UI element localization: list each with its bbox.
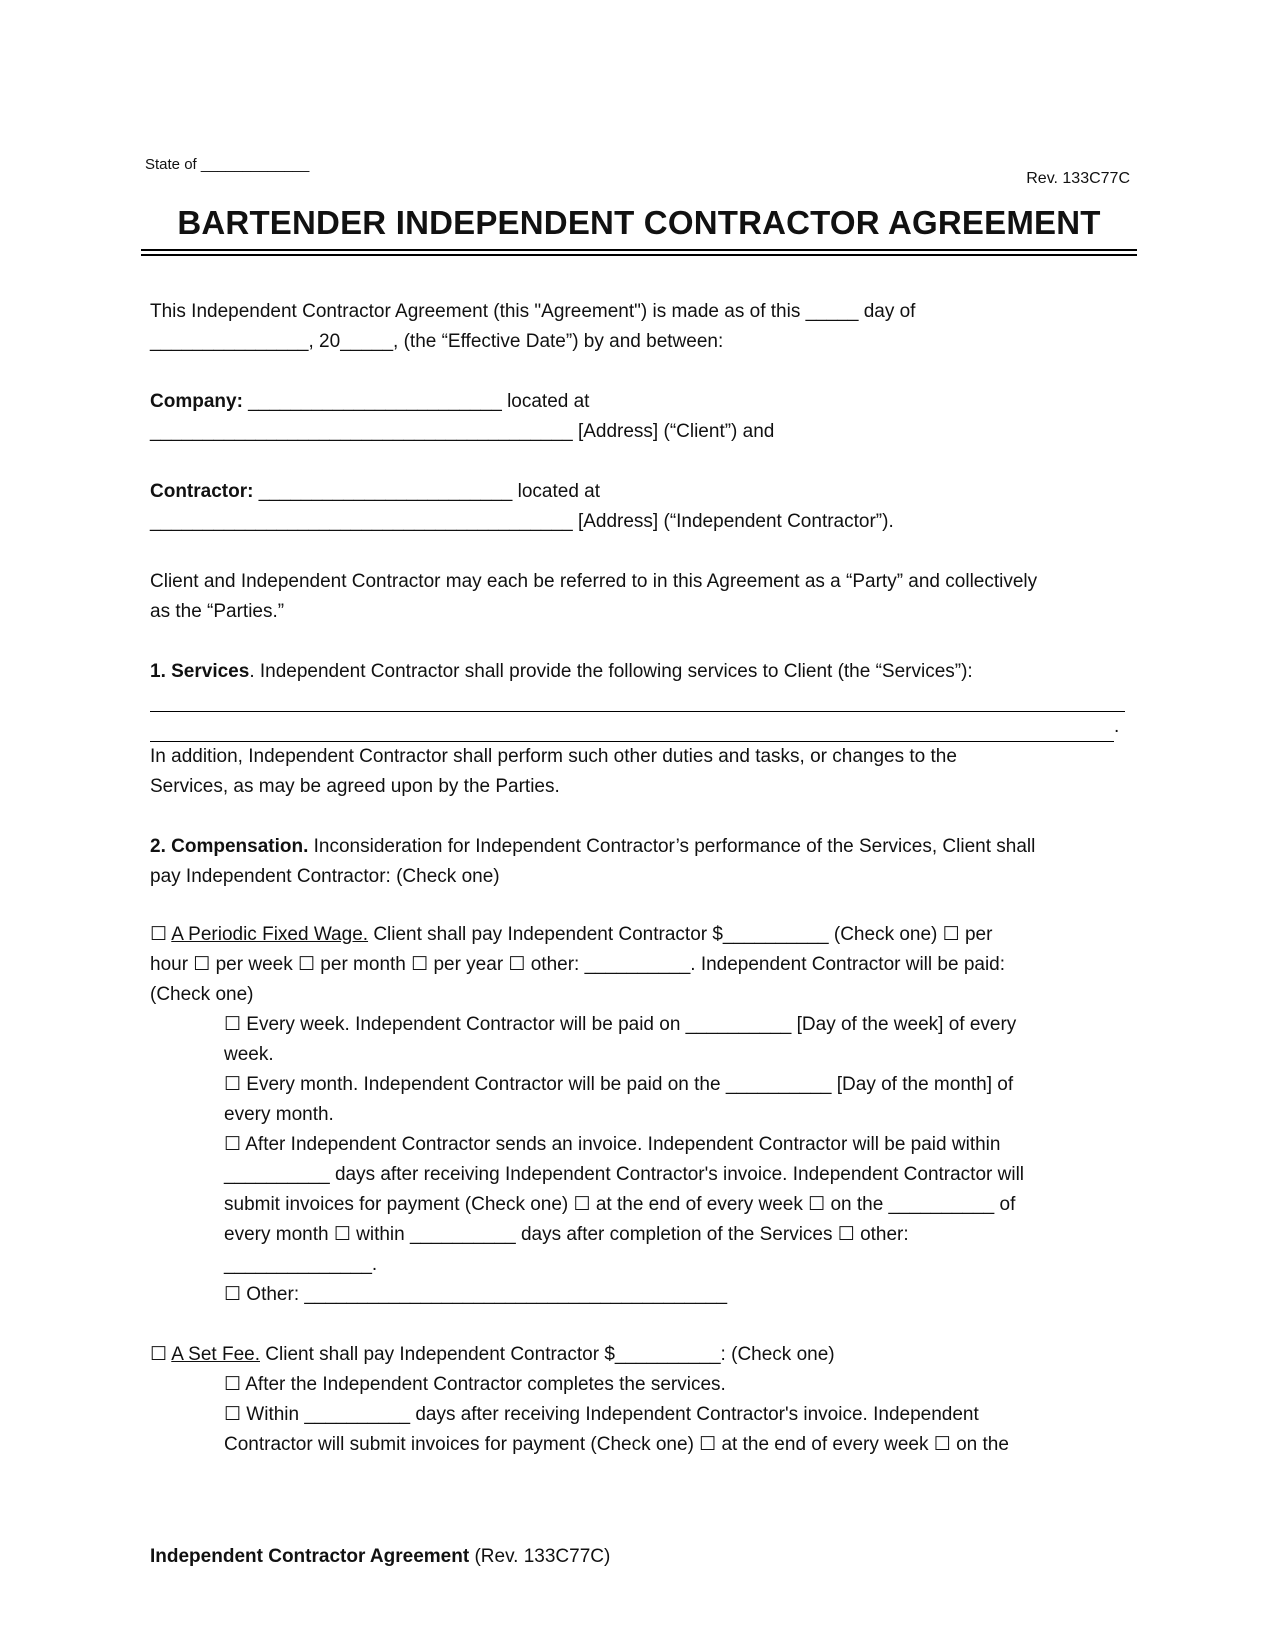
invoice-option[interactable]: ☐ After Independent Contractor sends an invoice. Independent Contractor will be paid within bbox=[224, 1134, 1001, 1155]
set-fee-line-1 bbox=[150, 1340, 1125, 1370]
services-blank-line-1 bbox=[150, 687, 1125, 712]
services-blank-line-2 bbox=[150, 717, 1114, 742]
periodic-wage-line-2: hour ☐ per week ☐ per month ☐ per year ☐ other: __________. Independent Contractor will be paid: bbox=[150, 954, 1006, 975]
every-month-option-cont: every month. bbox=[224, 1104, 334, 1125]
company-address-line: ________________________________________ [Address] (“Client”) and bbox=[150, 421, 775, 442]
title-rule-bottom bbox=[141, 254, 1137, 256]
agreement-body bbox=[150, 297, 1125, 1460]
company-name-blank: ________________________ located at bbox=[242, 391, 590, 412]
set-fee-options bbox=[150, 1370, 1125, 1460]
every-week-option[interactable]: ☐ Every week. Independent Contractor will be paid on __________ [Day of the week] of every bbox=[224, 1014, 1017, 1035]
compensation-text: Inconsideration for Independent Contractor’s performance of the Services, Client shall bbox=[308, 836, 1036, 857]
contractor-label: Contractor: bbox=[150, 481, 254, 502]
parties-line-2: as the “Parties.” bbox=[150, 601, 285, 622]
company-line-1 bbox=[150, 387, 1125, 417]
compensation-line-1 bbox=[150, 832, 1125, 862]
after-completion-option[interactable]: ☐ After the Independent Contractor completes the services. bbox=[224, 1374, 726, 1395]
periodic-wage-text: Client shall pay Independent Contractor $__________ (Check one) ☐ per bbox=[368, 924, 993, 945]
set-fee-label: A Set Fee. bbox=[171, 1344, 260, 1365]
services-heading-line bbox=[150, 657, 1125, 687]
set-fee-checkbox[interactable]: ☐ bbox=[150, 1344, 172, 1365]
every-month-option[interactable]: ☐ Every month. Independent Contractor will be paid on the __________ [Day of the month] of bbox=[224, 1074, 1014, 1095]
contractor-address-line: ________________________________________ [Address] (“Independent Contractor”). bbox=[150, 511, 894, 532]
title-rule-top bbox=[141, 249, 1137, 251]
footer-revision: (Rev. 133C77C) bbox=[469, 1546, 611, 1567]
periodic-options bbox=[150, 1010, 1125, 1310]
periodic-wage-label: A Periodic Fixed Wage. bbox=[171, 924, 369, 945]
state-of-field: State of _____________ bbox=[145, 156, 310, 173]
contractor-name-blank: ________________________ located at bbox=[253, 481, 601, 502]
page-footer bbox=[150, 1546, 610, 1568]
services-description: . Independent Contractor shall provide the following services to Client (the “Services”): bbox=[249, 661, 973, 682]
intro-line-1: This Independent Contractor Agreement (this "Agreement") is made as of this _____ day of bbox=[150, 301, 916, 322]
contractor-line-1 bbox=[150, 477, 1125, 507]
company-label: Company: bbox=[150, 391, 243, 412]
periodic-wage-checkbox[interactable]: ☐ bbox=[150, 924, 172, 945]
periodic-wage-line-1 bbox=[150, 920, 1125, 950]
parties-line-1: Client and Independent Contractor may each be referred to in this Agreement as a “Party” and collectively bbox=[150, 571, 1038, 592]
services-additional-line-1: In addition, Independent Contractor shall perform such other duties and tasks, or changes to the bbox=[150, 746, 957, 767]
services-period: . bbox=[1114, 716, 1120, 737]
invoice-option-line-2: __________ days after receiving Independent Contractor's invoice. Independent Contractor will bbox=[224, 1164, 1025, 1185]
other-option[interactable]: ☐ Other: ________________________________________ bbox=[224, 1284, 728, 1305]
compensation-heading: 2. Compensation. bbox=[150, 836, 309, 857]
footer-title: Independent Contractor Agreement bbox=[150, 1546, 470, 1567]
every-week-option-cont: week. bbox=[224, 1044, 274, 1065]
invoice-option-line-4: every month ☐ within __________ days after completion of the Services ☐ other: bbox=[224, 1224, 909, 1245]
compensation-line-2: pay Independent Contractor: (Check one) bbox=[150, 866, 500, 887]
periodic-wage-line-3: (Check one) bbox=[150, 984, 254, 1005]
invoice-option-line-5: ______________. bbox=[224, 1254, 378, 1275]
within-days-option[interactable]: ☐ Within __________ days after receiving Independent Contractor's invoice. Independent bbox=[224, 1404, 979, 1425]
document-title: BARTENDER INDEPENDENT CONTRACTOR AGREEMENT bbox=[177, 204, 1101, 241]
services-heading: 1. Services bbox=[150, 661, 250, 682]
invoice-option-line-3: submit invoices for payment (Check one) ☐ at the end of every week ☐ on the __________ of bbox=[224, 1194, 1016, 1215]
within-days-option-line-2: Contractor will submit invoices for payment (Check one) ☐ at the end of every week ☐ on the bbox=[224, 1434, 1009, 1455]
services-additional-line-2: Services, as may be agreed upon by the Parties. bbox=[150, 776, 560, 797]
revision-number: Rev. 133C77C bbox=[1026, 170, 1130, 187]
intro-line-2: _______________, 20_____, (the “Effective Date”) by and between: bbox=[150, 331, 724, 352]
set-fee-text: Client shall pay Independent Contractor $__________: (Check one) bbox=[260, 1344, 835, 1365]
